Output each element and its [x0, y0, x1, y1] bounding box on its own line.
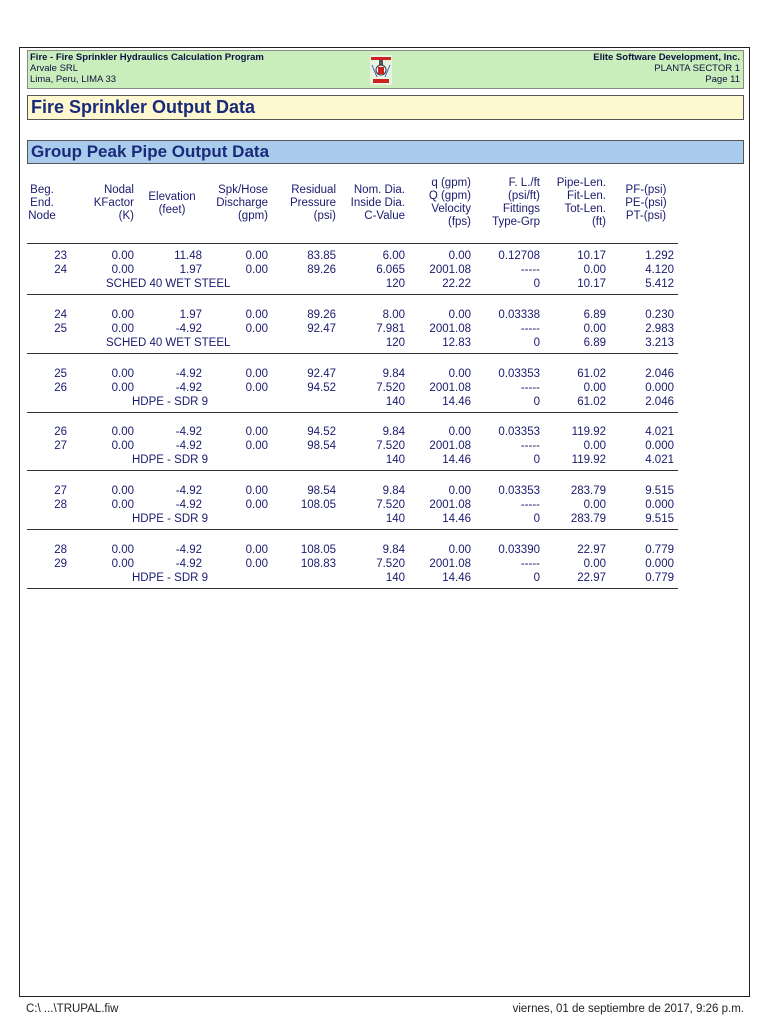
table-cell: 22.22	[442, 278, 471, 290]
table-cell: 0.00	[111, 499, 134, 511]
table-cell: 0.00	[245, 544, 268, 556]
table-cell: 14.46	[442, 513, 471, 525]
table-cell: 119.92	[571, 426, 606, 438]
table-cell: 89.26	[307, 309, 336, 321]
table-cell: -4.92	[175, 558, 202, 570]
vendor-name: Elite Software Development, Inc.	[593, 52, 740, 63]
table-cell: 140	[385, 572, 405, 584]
table-cell: 2001.08	[429, 499, 471, 511]
table-cell: 0.00	[245, 250, 268, 262]
table-cell: 98.54	[307, 485, 336, 497]
table-cell: 26	[54, 426, 67, 438]
table-cell: 3.213	[645, 337, 674, 349]
table-cell: 0.00	[245, 485, 268, 497]
table-cell: 26	[54, 382, 67, 394]
table-cell: 0.00	[111, 382, 134, 394]
table-cell: 120	[385, 337, 405, 349]
table-cell: 0.000	[645, 382, 674, 394]
table-cell: 22.97	[577, 572, 606, 584]
table-cell: 14.46	[442, 396, 471, 408]
page-number: Page 11	[705, 74, 740, 85]
table-cell: 0.00	[245, 558, 268, 570]
table-cell: 0.00	[583, 440, 606, 452]
table-cell: 94.52	[307, 426, 336, 438]
table-cell: 92.47	[307, 323, 336, 335]
table-cell: -4.92	[175, 382, 202, 394]
column-header-3: Elevation (feet)	[148, 191, 196, 216]
table-cell: 0.03390	[498, 544, 540, 556]
table-cell: 0	[533, 454, 540, 466]
column-header-4: Spk/Hose Discharge (gpm)	[216, 184, 268, 222]
table-cell: 24	[54, 264, 67, 276]
table-cell: 2.983	[645, 323, 674, 335]
table-cell: 10.17	[577, 250, 606, 262]
table-cell: 14.46	[442, 572, 471, 584]
table-cell: -----	[520, 382, 540, 394]
table-cell: 0.00	[245, 309, 268, 321]
table-cell: 0.03353	[498, 368, 540, 380]
table-cell: -4.92	[175, 323, 202, 335]
table-cell: 0.00	[111, 440, 134, 452]
table-cell: 1.97	[179, 264, 202, 276]
table-cell: 7.520	[376, 382, 405, 394]
table-cell: 0.00	[245, 323, 268, 335]
table-cell: 6.00	[382, 250, 405, 262]
table-cell: 2001.08	[429, 558, 471, 570]
table-cell: 0.00	[111, 323, 134, 335]
table-cell: 120	[385, 278, 405, 290]
column-header-8: F. L./ft (psi/ft) Fittings Type-Grp	[492, 177, 540, 228]
table-cell: 27	[54, 485, 67, 497]
table-cell: 0.00	[111, 558, 134, 570]
table-cell: 23	[54, 250, 67, 262]
print-date: viernes, 01 de septiembre de 2017, 9:26 p.m.	[512, 1003, 744, 1015]
file-path: C:\ ...\TRUPAL.fiw	[26, 1003, 119, 1015]
table-cell: 0.779	[645, 572, 674, 584]
table-cell: 7.520	[376, 499, 405, 511]
table-cell: -4.92	[175, 440, 202, 452]
table-cell: 6.065	[376, 264, 405, 276]
table-cell: 2.046	[645, 396, 674, 408]
table-cell: 283.79	[570, 513, 606, 525]
table-cell: 7.520	[376, 558, 405, 570]
table-cell: 0.779	[645, 544, 674, 556]
table-cell: 2001.08	[429, 323, 471, 335]
table-cell: 0.230	[645, 309, 674, 321]
table-cell: 1.292	[645, 250, 674, 262]
table-cell: 108.83	[300, 558, 336, 570]
table-cell: 28	[54, 544, 67, 556]
table-cell: -----	[520, 558, 540, 570]
table-cell: 4.120	[645, 264, 674, 276]
table-cell: -----	[520, 499, 540, 511]
table-cell: 108.05	[300, 499, 336, 511]
table-cell: 22.97	[577, 544, 606, 556]
table-cell: 0	[533, 337, 540, 349]
row-separator	[27, 470, 678, 471]
table-cell: 61.02	[577, 396, 606, 408]
table-cell: 2001.08	[429, 264, 471, 276]
table-cell: 7.520	[376, 440, 405, 452]
table-cell: 1.97	[179, 309, 202, 321]
table-cell: 0.00	[448, 309, 471, 321]
table-cell: 0.03353	[498, 485, 540, 497]
table-cell: 14.46	[442, 454, 471, 466]
table-cell: 28	[54, 499, 67, 511]
table-cell: -4.92	[175, 426, 202, 438]
table-cell: 2001.08	[429, 382, 471, 394]
table-cell: 94.52	[307, 382, 336, 394]
table-cell: 0.00	[583, 499, 606, 511]
table-cell: 0.000	[645, 440, 674, 452]
table-cell: 0.00	[111, 250, 134, 262]
pipe-material: SCHED 40 WET STEEL	[106, 337, 231, 349]
table-cell: -4.92	[175, 368, 202, 380]
header-left	[30, 52, 264, 85]
header-rule	[27, 243, 678, 244]
table-cell: 25	[54, 323, 67, 335]
table-cell: 8.00	[382, 309, 405, 321]
table-cell: 140	[385, 454, 405, 466]
table-cell: 0.000	[645, 499, 674, 511]
table-cell: 24	[54, 309, 67, 321]
table-cell: 0	[533, 572, 540, 584]
table-cell: 0.00	[245, 499, 268, 511]
pipe-material: HDPE - SDR 9	[132, 454, 209, 466]
table-cell: -----	[520, 323, 540, 335]
sector-name: PLANTA SECTOR 1	[654, 63, 740, 74]
table-cell: 2001.08	[429, 440, 471, 452]
table-cell: 0.00	[111, 426, 134, 438]
table-cell: 11.48	[174, 250, 202, 262]
table-cell: 0.00	[245, 426, 268, 438]
table-cell: 7.981	[376, 323, 405, 335]
group-title: Group Peak Pipe Output Data	[27, 140, 744, 164]
table-cell: 10.17	[577, 278, 606, 290]
pipe-material: SCHED 40 WET STEEL	[106, 278, 231, 290]
table-cell: 98.54	[307, 440, 336, 452]
table-cell: 0.00	[583, 558, 606, 570]
table-cell: 0.00	[583, 264, 606, 276]
column-header-9: Pipe-Len. Fit-Len. Tot-Len. (ft)	[556, 177, 606, 228]
table-cell: 0.00	[583, 323, 606, 335]
company-name: Arvale SRL	[30, 63, 79, 74]
table-cell: 0.00	[111, 309, 134, 321]
table-cell: 0	[533, 396, 540, 408]
table-cell: 2.046	[645, 368, 674, 380]
row-separator	[27, 294, 678, 295]
table-cell: 89.26	[307, 264, 336, 276]
table-cell: 61.02	[577, 368, 606, 380]
report-header	[27, 50, 744, 89]
table-cell: -----	[520, 440, 540, 452]
pipe-material: HDPE - SDR 9	[132, 513, 209, 525]
page-title: Fire Sprinkler Output Data	[27, 95, 744, 120]
table-cell: 0.00	[448, 426, 471, 438]
table-cell: 0.00	[583, 382, 606, 394]
table-cell: 0.00	[111, 264, 134, 276]
table-cell: 12.83	[442, 337, 471, 349]
pipe-material: HDPE - SDR 9	[132, 572, 209, 584]
table-cell: 29	[54, 558, 67, 570]
table-cell: -4.92	[175, 499, 202, 511]
row-separator	[27, 529, 678, 530]
table-cell: 9.84	[382, 426, 405, 438]
table-cell: 27	[54, 440, 67, 452]
table-cell: 0.00	[245, 382, 268, 394]
table-cell: 0.000	[645, 558, 674, 570]
table-cell: -----	[520, 264, 540, 276]
table-cell: 4.021	[645, 454, 674, 466]
table-cell: 0.00	[245, 440, 268, 452]
table-cell: 0.00	[111, 544, 134, 556]
table-cell: 0	[533, 513, 540, 525]
table-cell: 119.92	[571, 454, 606, 466]
table-cell: 0.00	[245, 264, 268, 276]
table-cell: 6.89	[583, 337, 606, 349]
table-cell: 0.12708	[498, 250, 540, 262]
table-cell: 283.79	[570, 485, 606, 497]
table-cell: -4.92	[175, 544, 202, 556]
table-cell: 140	[385, 513, 405, 525]
table-cell: 9.84	[382, 485, 405, 497]
table-cell: 0.00	[111, 368, 134, 380]
table-cell: 0.03353	[498, 426, 540, 438]
row-separator	[27, 412, 678, 413]
table-cell: 140	[385, 396, 405, 408]
table-cell: 83.85	[307, 250, 336, 262]
table-cell: 6.89	[583, 309, 606, 321]
column-header-10: PF-(psi) PE-(psi) PT-(psi)	[625, 184, 667, 222]
column-header-2: Nodal KFactor (K)	[93, 184, 134, 222]
table-cell: 0	[533, 278, 540, 290]
column-header-5: Residual Pressure (psi)	[289, 184, 336, 222]
program-name: Fire - Fire Sprinkler Hydraulics Calculation Program	[30, 52, 264, 63]
row-separator	[27, 353, 678, 354]
table-cell: 9.515	[645, 513, 674, 525]
column-header-6: Nom. Dia. Inside Dia. C-Value	[350, 184, 405, 222]
pipe-material: HDPE - SDR 9	[132, 396, 209, 408]
table-cell: 25	[54, 368, 67, 380]
table-cell: 9.515	[645, 485, 674, 497]
column-header-1: Beg. End. Node	[28, 184, 56, 222]
sprinkler-logo-icon	[370, 55, 392, 85]
table-cell: 4.021	[645, 426, 674, 438]
table-cell: 0.03338	[498, 309, 540, 321]
table-cell: 92.47	[307, 368, 336, 380]
table-cell: 5.412	[645, 278, 674, 290]
table-cell: 0.00	[448, 485, 471, 497]
table-cell: -4.92	[175, 485, 202, 497]
header-right	[593, 52, 740, 85]
location: Lima, Peru, LIMA 33	[30, 74, 117, 85]
table-cell: 0.00	[448, 250, 471, 262]
table-cell: 108.05	[300, 544, 336, 556]
table-cell: 0.00	[111, 485, 134, 497]
column-header-7: q (gpm) Q (gpm) Velocity (fps)	[428, 177, 471, 228]
table-cell: 9.84	[382, 368, 405, 380]
row-separator	[27, 588, 678, 589]
table-cell: 9.84	[382, 544, 405, 556]
table-cell: 0.00	[448, 544, 471, 556]
table-cell: 0.00	[245, 368, 268, 380]
table-cell: 0.00	[448, 368, 471, 380]
